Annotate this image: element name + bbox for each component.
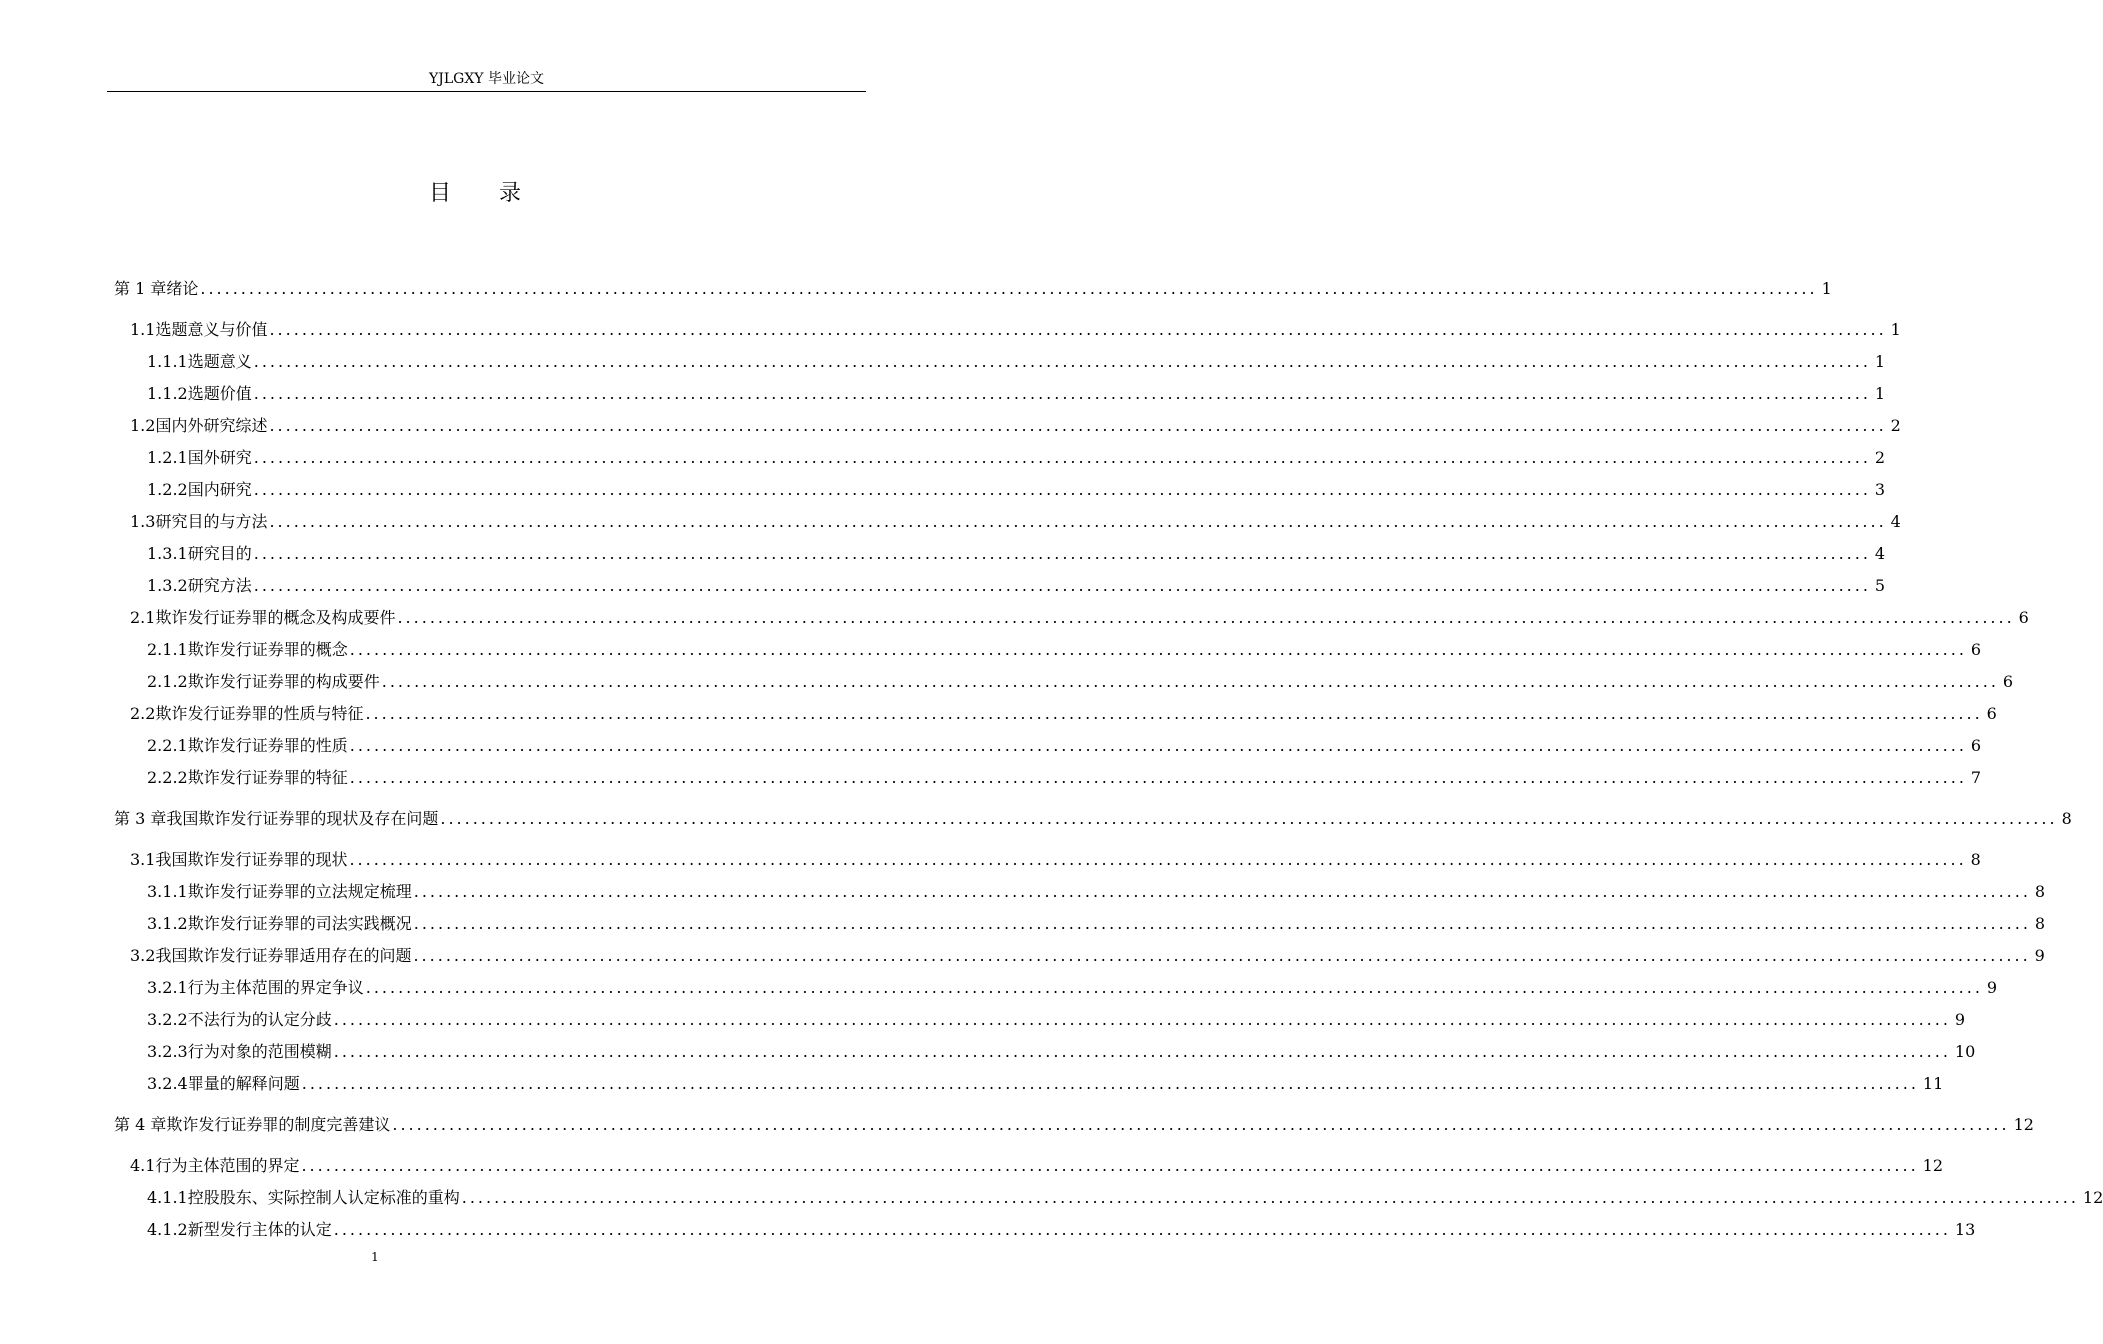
page-number: 1 (371, 1250, 379, 1264)
toc-entry-number: 1.2.1 (147, 448, 188, 467)
dot-leader: ........................................................................................................................................................................................................ (301, 1156, 1919, 1175)
toc-entry-number: 1.1.1 (147, 352, 188, 371)
toc-entry-number: 第 1 章 (114, 279, 167, 298)
toc-entry-page: 9 (2034, 946, 2045, 965)
toc-entry-number: 2.2 (130, 704, 156, 723)
dot-leader: ........................................................................................................................................................................................................ (253, 448, 1871, 467)
toc-entry-page: 8 (2061, 809, 2072, 828)
toc-entry-title: 欺诈发行证券罪的概念 (187, 640, 348, 659)
toc-entry-page: 6 (1970, 736, 1982, 755)
dot-leader: ........................................................................................................................................................................................................ (349, 768, 1967, 787)
toc-section-entry[interactable] (130, 849, 1981, 871)
toc-section-entry[interactable] (130, 607, 2029, 629)
toc-entry-number: 3.1.2 (147, 914, 188, 933)
dot-leader: ........................................................................................................................................................................................................ (333, 1010, 1951, 1029)
toc-entry-page: 3 (1874, 480, 1886, 499)
dot-leader: ........................................................................................................................................................................................................ (301, 1074, 1919, 1093)
toc-subsection-entry[interactable] (147, 1041, 1976, 1063)
toc-subsection-entry[interactable] (147, 1009, 1966, 1031)
toc-entry-number: 3.1.1 (147, 882, 188, 901)
toc-entry-title: 研究目的与方法 (155, 512, 268, 531)
toc-entry-page: 9 (1954, 1010, 1966, 1029)
dot-leader: ........................................................................................................................................................................................................ (269, 416, 1887, 435)
toc-entry-title: 新型发行主体的认定 (187, 1220, 332, 1239)
dot-leader: ........................................................................................................................................................................................................ (365, 704, 1983, 723)
toc-section-entry[interactable] (130, 511, 1901, 533)
dot-leader: ........................................................................................................................................................................................................ (269, 320, 1887, 339)
toc-entry-number: 3.2 (130, 946, 156, 965)
toc-entry-number: 1.1.2 (147, 384, 188, 403)
toc-subsection-entry[interactable] (147, 543, 1886, 565)
toc-entry-number: 2.1.2 (147, 672, 188, 691)
toc-subsection-entry[interactable] (147, 1187, 2103, 1209)
dot-leader: ........................................................................................................................................................................................................ (253, 384, 1871, 403)
toc-section-entry[interactable] (130, 945, 2045, 967)
dot-leader: ........................................................................................................................................................................................................ (349, 850, 1967, 869)
dot-leader: ........................................................................................................................................................................................................ (461, 1188, 2079, 1207)
header-rule (107, 91, 866, 92)
toc-entry-number: 3.2.4 (147, 1074, 188, 1093)
toc-entry-title: 国外研究 (187, 448, 252, 467)
toc-entry-page: 2 (1890, 416, 1901, 435)
toc-section-entry[interactable] (130, 319, 1901, 341)
toc-entry-page: 1 (1890, 320, 1901, 339)
toc-subsection-entry[interactable] (147, 479, 1886, 501)
toc-entry-page: 1 (1874, 384, 1886, 403)
toc-entry-title: 欺诈发行证券罪的制度完善建议 (166, 1115, 391, 1134)
toc-entry-title: 控股股东、实际控制人认定标准的重构 (187, 1188, 460, 1207)
toc-section-entry[interactable] (130, 415, 1901, 437)
toc-entry-page: 6 (2002, 672, 2014, 691)
toc-entry-number: 3.1 (130, 850, 156, 869)
toc-entry-number: 1.3.1 (147, 544, 188, 563)
toc-title: 目录 (428, 181, 569, 206)
toc-entry-title: 我国欺诈发行证券罪的现状及存在问题 (166, 809, 439, 828)
toc-entry-page: 11 (1922, 1074, 1944, 1093)
dot-leader: ........................................................................................................................................................................................................ (381, 672, 1999, 691)
toc-subsection-entry[interactable] (147, 447, 1886, 469)
toc-subsection-entry[interactable] (147, 1219, 1976, 1241)
toc-entry-title: 国内外研究综述 (155, 416, 268, 435)
dot-leader: ........................................................................................................................................................................................................ (349, 736, 1967, 755)
toc-entry-title: 欺诈发行证券罪的构成要件 (187, 672, 380, 691)
toc-entry-title: 欺诈发行证券罪的司法实践概况 (187, 914, 412, 933)
dot-leader: ........................................................................................................................................................................................................ (269, 512, 1887, 531)
dot-leader: ........................................................................................................................................................................................................ (253, 480, 1871, 499)
dot-leader: ........................................................................................................................................................................................................ (413, 882, 2031, 901)
toc-section-entry[interactable] (130, 1155, 1944, 1177)
toc-entry-page: 1 (1874, 352, 1886, 371)
dot-leader: ........................................................................................................................................................................................................ (253, 352, 1871, 371)
toc-entry-page: 9 (1986, 978, 1998, 997)
dot-leader: ........................................................................................................................................................................................................ (253, 544, 1871, 563)
toc-entry-title: 选题价值 (187, 384, 252, 403)
toc-entry-number: 4.1.2 (147, 1220, 188, 1239)
dot-leader: ........................................................................................................................................................................................................ (333, 1220, 1951, 1239)
toc-entry-number: 4.1 (130, 1156, 156, 1175)
dot-leader: ........................................................................................................................................................................................................ (365, 978, 1983, 997)
dot-leader: ........................................................................................................................................................................................................ (413, 946, 2031, 965)
toc-entry-number: 1.3 (130, 512, 156, 531)
toc-entry-number: 4.1.1 (147, 1188, 188, 1207)
toc-entry-page: 12 (2013, 1115, 2034, 1134)
toc-entry-page: 6 (1986, 704, 1997, 723)
toc-chapter-entry[interactable] (114, 808, 2072, 830)
toc-entry-title: 不法行为的认定分歧 (187, 1010, 332, 1029)
toc-subsection-entry[interactable] (147, 767, 1982, 789)
toc-entry-page: 8 (2034, 882, 2046, 901)
dot-leader: ........................................................................................................................................................................................................ (413, 914, 2031, 933)
toc-subsection-entry[interactable] (147, 1073, 1944, 1095)
toc-entry-number: 2.1.1 (147, 640, 188, 659)
toc-subsection-entry[interactable] (147, 881, 2046, 903)
dot-leader: ........................................................................................................................................................................................................ (333, 1042, 1951, 1061)
toc-entry-page: 13 (1954, 1220, 1976, 1239)
toc-entry-title: 欺诈发行证券罪的性质 (187, 736, 348, 755)
toc-entry-title: 欺诈发行证券罪的特征 (187, 768, 348, 787)
dot-leader: ........................................................................................................................................................................................................ (392, 1115, 2010, 1134)
toc-entry-number: 1.2.2 (147, 480, 188, 499)
toc-entry-title: 罪量的解释问题 (187, 1074, 300, 1093)
toc-entry-number: 1.3.2 (147, 576, 188, 595)
toc-entry-page: 12 (2082, 1188, 2103, 1207)
toc-entry-number: 第 4 章 (114, 1115, 167, 1134)
toc-subsection-entry[interactable] (147, 977, 1998, 999)
toc-entry-page: 7 (1970, 768, 1982, 787)
toc-entry-title: 行为主体范围的界定争议 (187, 978, 364, 997)
toc-entry-page: 1 (1821, 279, 1832, 298)
toc-subsection-entry[interactable] (147, 735, 1982, 757)
dot-leader: ........................................................................................................................................................................................................ (200, 279, 1818, 298)
toc-entry-title: 欺诈发行证券罪的性质与特征 (155, 704, 364, 723)
toc-entry-title: 国内研究 (187, 480, 252, 499)
toc-entry-number: 3.2.3 (147, 1042, 188, 1061)
toc-entry-number: 第 3 章 (114, 809, 167, 828)
toc-entry-page: 10 (1954, 1042, 1976, 1061)
toc-entry-page: 5 (1874, 576, 1886, 595)
dot-leader: ........................................................................................................................................................................................................ (440, 809, 2058, 828)
toc-entry-number: 2.1 (130, 608, 156, 627)
toc-entry-page: 8 (1970, 850, 1981, 869)
toc-entry-page: 6 (1970, 640, 1982, 659)
toc-entry-title: 行为对象的范围模糊 (187, 1042, 332, 1061)
toc-entry-title: 选题意义与价值 (155, 320, 268, 339)
toc-entry-title: 研究目的 (187, 544, 252, 563)
toc-entry-page: 8 (2034, 914, 2046, 933)
toc-chapter-entry[interactable] (114, 1114, 2034, 1136)
toc-entry-page: 12 (1922, 1156, 1944, 1175)
dot-leader: ........................................................................................................................................................................................................ (349, 640, 1967, 659)
toc-subsection-entry[interactable] (147, 383, 1886, 405)
toc-entry-page: 4 (1874, 544, 1886, 563)
toc-subsection-entry[interactable] (147, 575, 1886, 597)
toc-subsection-entry[interactable] (147, 351, 1886, 373)
toc-subsection-entry[interactable] (147, 639, 1982, 661)
toc-entry-page: 6 (2018, 608, 2029, 627)
toc-chapter-entry[interactable] (114, 278, 1832, 300)
running-header: YJLGXY 毕业论文 (429, 71, 544, 87)
toc-entry-number: 2.2.1 (147, 736, 188, 755)
toc-entry-page: 2 (1874, 448, 1886, 467)
toc-entry-title: 研究方法 (187, 576, 252, 595)
toc-entry-number: 1.1 (130, 320, 156, 339)
toc-entry-number: 1.2 (130, 416, 156, 435)
toc-subsection-entry[interactable] (147, 671, 2014, 693)
toc-entry-title: 我国欺诈发行证券罪适用存在的问题 (155, 946, 412, 965)
toc-subsection-entry[interactable] (147, 913, 2046, 935)
toc-entry-number: 3.2.2 (147, 1010, 188, 1029)
toc-entry-number: 3.2.1 (147, 978, 188, 997)
toc-entry-title: 我国欺诈发行证券罪的现状 (155, 850, 348, 869)
toc-entry-title: 欺诈发行证券罪的立法规定梳理 (187, 882, 412, 901)
dot-leader: ........................................................................................................................................................................................................ (397, 608, 2015, 627)
toc-entry-title: 行为主体范围的界定 (155, 1156, 300, 1175)
toc-entry-title: 绪论 (166, 279, 199, 298)
toc-entry-title: 选题意义 (187, 352, 252, 371)
dot-leader: ........................................................................................................................................................................................................ (253, 576, 1871, 595)
toc-entry-number: 2.2.2 (147, 768, 188, 787)
toc-section-entry[interactable] (130, 703, 1997, 725)
toc-entry-page: 4 (1890, 512, 1901, 531)
toc-entry-title: 欺诈发行证券罪的概念及构成要件 (155, 608, 396, 627)
